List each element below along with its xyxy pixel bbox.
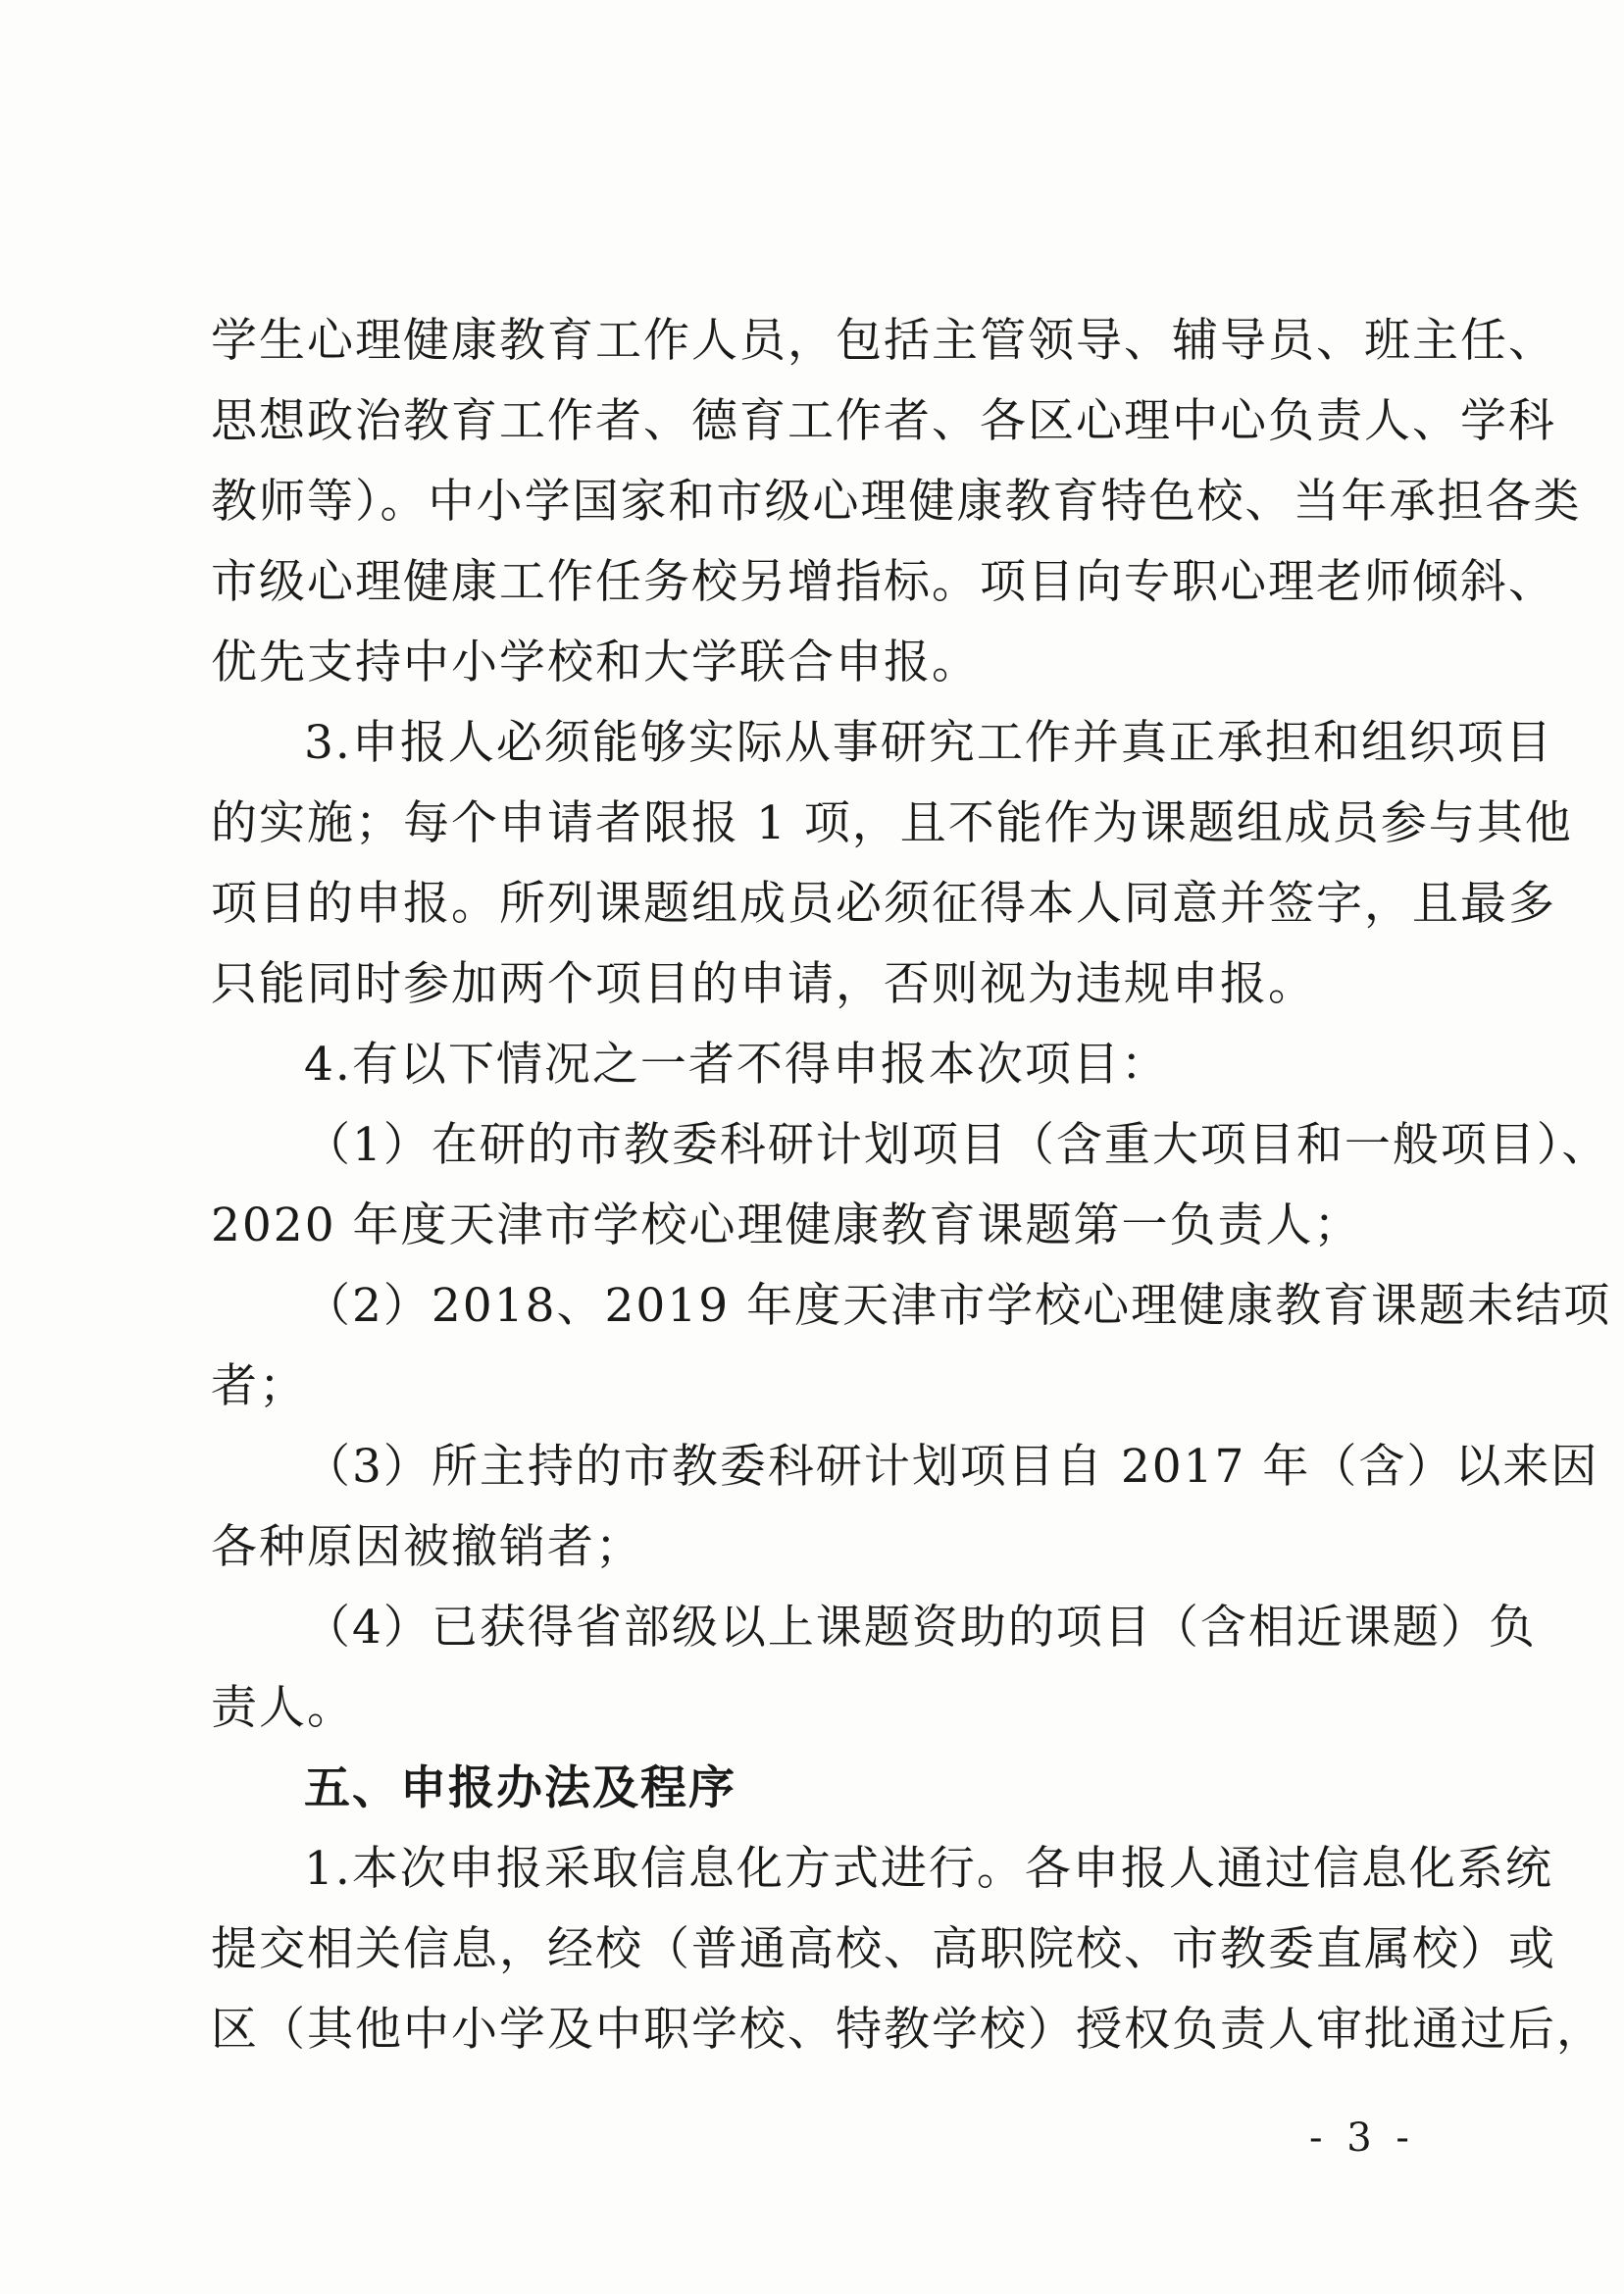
body-text-line: 各种原因被撤销者； bbox=[211, 1520, 643, 1574]
body-text-line: 4.有以下情况之一者不得申报本次项目： bbox=[304, 1038, 1169, 1092]
body-text-line: 教师等）。中小学国家和市级心理健康教育特色校、当年承担各类 bbox=[211, 475, 1582, 529]
body-text-line: 优先支持中小学校和大学联合申报。 bbox=[211, 636, 980, 689]
body-text-line: 思想政治教育工作者、德育工作者、各区心理中心负责人、学科 bbox=[211, 394, 1556, 448]
body-text-line: 学生心理健康教育工作人员，包括主管领导、辅导员、班主任、 bbox=[211, 314, 1556, 368]
body-text-line: 提交相关信息，经校（普通高校、高职院校、市教委直属校）或 bbox=[211, 1922, 1556, 1976]
body-text-line: 3.申报人必须能够实际从事研究工作并真正承担和组织项目 bbox=[304, 716, 1553, 770]
body-text-line: 2020 年度天津市学校心理健康教育课题第一负责人； bbox=[211, 1198, 1362, 1252]
body-text-line: 的实施；每个申请者限报 1 项，且不能作为课题组成员参与其他 bbox=[211, 796, 1573, 850]
body-text-line: （2）2018、2019 年度天津市学校心理健康教育课题未结项 bbox=[304, 1279, 1612, 1333]
body-text-line: （4）已获得省部级以上课题资助的项目（含相近课题）负 bbox=[304, 1601, 1537, 1655]
body-text-line: 市级心理健康工作任务校另增指标。项目向专职心理老师倾斜、 bbox=[211, 555, 1556, 609]
page-number: - 3 - bbox=[1309, 2116, 1415, 2161]
section-heading: 五、申报办法及程序 bbox=[304, 1761, 736, 1815]
body-text-line: 责人。 bbox=[211, 1681, 355, 1735]
body-text-line: 者； bbox=[211, 1359, 307, 1413]
body-text-line: 1.本次申报采取信息化方式进行。各申报人通过信息化系统 bbox=[304, 1842, 1553, 1896]
body-text-line: （3）所主持的市教委科研计划项目自 2017 年（含）以来因 bbox=[304, 1440, 1599, 1494]
body-text-line: 只能同时参加两个项目的申请，否则视为违规申报。 bbox=[211, 957, 1316, 1011]
body-text-line: （1）在研的市教委科研计划项目（含重大项目和一般项目）、 bbox=[304, 1118, 1610, 1172]
body-text-line: 区（其他中小学及中职学校、特教学校）授权负责人审批通过后， bbox=[211, 2003, 1604, 2057]
body-text-line: 项目的申报。所列课题组成员必须征得本人同意并签字，且最多 bbox=[211, 877, 1556, 931]
